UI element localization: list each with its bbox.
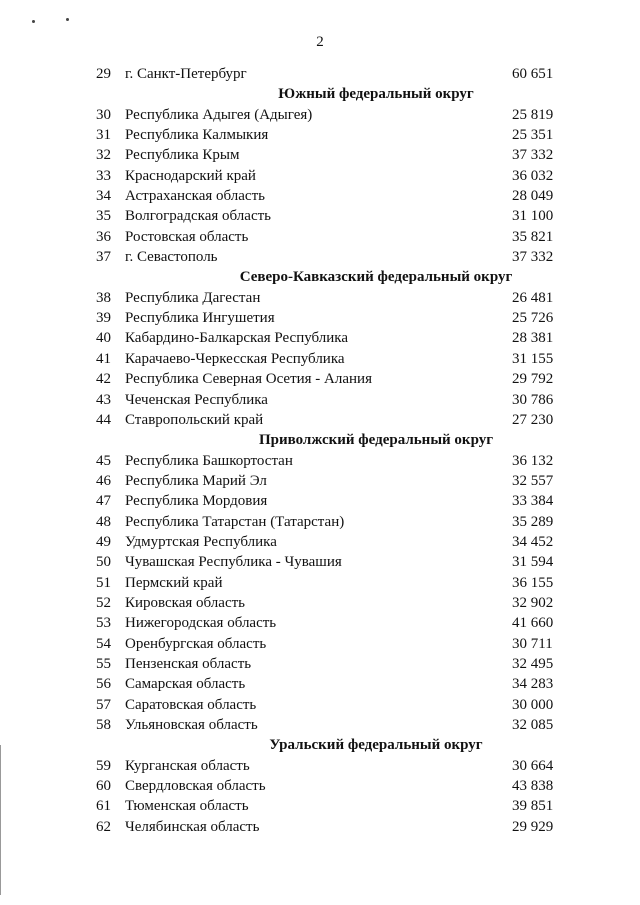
- table-row: [96, 349, 566, 369]
- region-value: 25 819: [512, 106, 554, 123]
- region-name: Пермский край: [125, 574, 223, 591]
- row-number: 55: [96, 655, 111, 672]
- row-number: 47: [96, 493, 111, 510]
- row-number: 56: [96, 676, 111, 693]
- district-header: [96, 735, 566, 755]
- row-number: 62: [96, 818, 111, 835]
- table-row: [96, 613, 566, 633]
- scan-speck: [32, 20, 35, 23]
- table-row: [96, 166, 566, 186]
- region-value: 31 100: [512, 208, 554, 225]
- row-number: 38: [96, 289, 111, 306]
- row-number: 30: [96, 106, 111, 123]
- table-row: [96, 125, 566, 145]
- region-table: [96, 64, 566, 837]
- page-number: 2: [316, 34, 324, 50]
- table-row: [96, 776, 566, 796]
- row-number: 52: [96, 594, 111, 611]
- row-number: 58: [96, 717, 111, 733]
- district-header-title: Приволжский федеральный округ: [258, 432, 494, 449]
- table-row: [96, 288, 566, 308]
- region-value: 33 384: [512, 493, 554, 510]
- row-number: 37: [96, 249, 111, 266]
- region-value: 37 332: [512, 147, 554, 164]
- region-name: Республика Мордовия: [125, 493, 268, 510]
- region-name: Астраханская область: [125, 188, 265, 205]
- region-value: 35 289: [512, 513, 554, 530]
- region-name: Чувашская Республика - Чувашия: [125, 554, 342, 571]
- row-number: 29: [96, 66, 111, 82]
- region-name: Оренбургская область: [125, 635, 267, 652]
- region-value: 25 351: [512, 127, 554, 144]
- row-number: 31: [96, 127, 111, 144]
- row-number: 44: [96, 411, 111, 428]
- row-number: 45: [96, 452, 111, 469]
- row-number: 59: [96, 757, 111, 774]
- table-row: [96, 451, 566, 471]
- table-row: [96, 328, 566, 348]
- region-name: Ставропольский край: [125, 411, 264, 428]
- region-name: Республика Башкортостан: [125, 452, 293, 469]
- region-value: 30 786: [512, 391, 554, 408]
- region-value: 34 283: [512, 676, 554, 693]
- region-name: Ульяновская область: [125, 717, 258, 733]
- region-value: 31 155: [512, 350, 554, 367]
- region-name: г. Санкт-Петербург: [125, 66, 247, 82]
- region-name: Республика Ингушетия: [125, 310, 275, 327]
- region-name: Краснодарский край: [125, 167, 256, 184]
- table-row: [96, 817, 566, 837]
- region-value: 30 000: [512, 696, 554, 713]
- district-header-title: Уральский федеральный округ: [269, 737, 483, 754]
- region-value: 31 594: [512, 554, 554, 571]
- table-row: [96, 410, 566, 430]
- row-number: 36: [96, 228, 111, 245]
- region-value: 32 557: [512, 472, 554, 489]
- table-row: [96, 512, 566, 532]
- table-row: [96, 532, 566, 552]
- region-name: г. Севастополь: [125, 249, 218, 266]
- row-number: 51: [96, 574, 111, 591]
- region-name: Тюменская область: [125, 798, 249, 815]
- region-name: Самарская область: [125, 676, 246, 693]
- region-name: Челябинская область: [125, 818, 260, 835]
- row-number: 53: [96, 615, 111, 632]
- region-name: Кабардино-Балкарская Республика: [125, 330, 349, 347]
- row-number: 43: [96, 391, 111, 408]
- region-value: 36 155: [512, 574, 554, 591]
- row-number: 61: [96, 798, 111, 815]
- table-row: [96, 227, 566, 247]
- table-row: [96, 756, 566, 776]
- row-number: 33: [96, 167, 111, 184]
- region-value: 28 381: [512, 330, 554, 347]
- table-row: [96, 573, 566, 593]
- region-value: 36 032: [512, 167, 554, 184]
- row-number: 32: [96, 147, 111, 164]
- row-number: 41: [96, 350, 111, 367]
- region-name: Пензенская область: [125, 655, 252, 672]
- region-value: 26 481: [512, 289, 554, 306]
- row-number: 35: [96, 208, 111, 225]
- table-row: [96, 145, 566, 165]
- table-row: [96, 796, 566, 816]
- region-name: Свердловская область: [125, 778, 266, 795]
- table-row: [96, 593, 566, 613]
- table-row: [96, 634, 566, 654]
- row-number: 48: [96, 513, 111, 530]
- region-value: 37 332: [512, 249, 554, 266]
- table-row: [96, 64, 566, 84]
- region-value: 34 452: [512, 533, 554, 550]
- table-row: [96, 105, 566, 125]
- district-header-title: Южный федеральный округ: [278, 86, 474, 103]
- region-value: 30 711: [512, 635, 553, 652]
- table-row: [96, 471, 566, 491]
- table-row: [96, 695, 566, 715]
- district-header: [96, 267, 566, 287]
- table-row: [96, 654, 566, 674]
- table-row: [96, 552, 566, 572]
- region-value: 41 660: [512, 615, 554, 632]
- region-name: Республика Калмыкия: [125, 127, 269, 144]
- row-number: 50: [96, 554, 111, 571]
- region-name: Республика Татарстан (Татарстан): [125, 513, 345, 530]
- region-value: 27 230: [512, 411, 554, 428]
- region-value: 32 495: [512, 655, 554, 672]
- region-name: Республика Крым: [125, 147, 240, 164]
- region-value: 35 821: [512, 228, 554, 245]
- region-name: Республика Дагестан: [125, 289, 261, 306]
- region-value: 32 085: [512, 717, 554, 733]
- table-row: [96, 206, 566, 226]
- region-value: 60 651: [512, 66, 554, 82]
- row-number: 54: [96, 635, 111, 652]
- region-name: Республика Северная Осетия - Алания: [125, 371, 372, 388]
- table-row: [96, 308, 566, 328]
- table-row: [96, 390, 566, 410]
- district-header: [96, 84, 566, 104]
- row-number: 49: [96, 533, 111, 550]
- region-name: Республика Адыгея (Адыгея): [125, 106, 313, 123]
- table-row: [96, 247, 566, 267]
- region-value: 39 851: [512, 798, 554, 815]
- row-number: 57: [96, 696, 111, 713]
- row-number: 46: [96, 472, 111, 489]
- row-number: 40: [96, 330, 111, 347]
- region-name: Чеченская Республика: [125, 391, 268, 408]
- region-name: Нижегородская область: [125, 615, 277, 632]
- region-value: 32 902: [512, 594, 554, 611]
- region-name: Республика Марий Эл: [125, 472, 267, 489]
- scan-speck: [66, 18, 69, 21]
- scan-edge-mark: [0, 745, 1, 895]
- region-name: Саратовская область: [125, 696, 257, 713]
- region-value: 28 049: [512, 188, 554, 205]
- table-row: [96, 369, 566, 389]
- row-number: 39: [96, 310, 111, 327]
- row-number: 60: [96, 778, 111, 795]
- region-name: Удмуртская Республика: [125, 533, 277, 550]
- district-header-title: Северо-Кавказский федеральный округ: [239, 269, 513, 286]
- district-header: [96, 430, 566, 450]
- table-row: [96, 491, 566, 511]
- region-value: 43 838: [512, 778, 554, 795]
- region-name: Волгоградская область: [125, 208, 271, 225]
- region-value: 29 792: [512, 371, 554, 388]
- table-row: [96, 186, 566, 206]
- row-number: 34: [96, 188, 111, 205]
- region-value: 25 726: [512, 310, 554, 327]
- region-name: Курганская область: [125, 757, 250, 774]
- table-row: [96, 715, 566, 735]
- row-number: 42: [96, 371, 111, 388]
- region-value: 29 929: [512, 818, 554, 835]
- region-name: Ростовская область: [125, 228, 249, 245]
- region-name: Карачаево-Черкесская Республика: [125, 350, 345, 367]
- region-value: 30 664: [512, 757, 554, 774]
- table-row: [96, 674, 566, 694]
- region-name: Кировская область: [125, 594, 246, 611]
- region-value: 36 132: [512, 452, 554, 469]
